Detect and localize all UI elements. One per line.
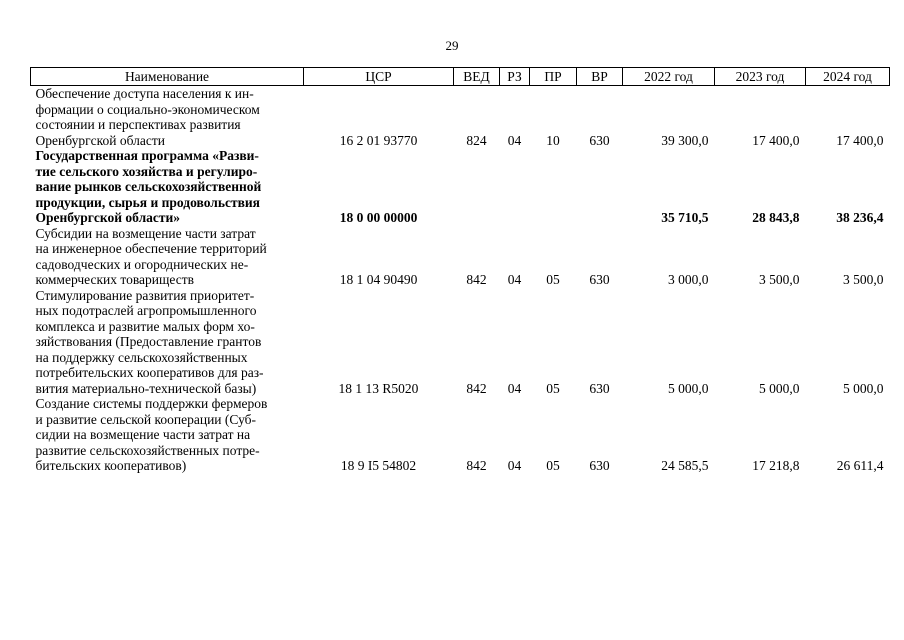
name-line: сидии на возмещение части затрат на — [35, 427, 251, 442]
name-line: состоянии и перспективах развития — [35, 117, 241, 132]
table-row — [31, 86, 890, 149]
ved-cell: 842 — [466, 458, 487, 473]
amount-2024-cell: 26 611,4 — [836, 458, 884, 473]
header-vr: ВР — [577, 68, 623, 86]
name-cell — [31, 288, 304, 397]
table-row — [31, 226, 890, 288]
pr-cell: 05 — [546, 272, 560, 287]
amount-2023-cell: 28 843,8 — [752, 210, 800, 225]
name-line: вития материально-технической базы) — [35, 380, 257, 396]
rz-cell: 04 — [507, 272, 522, 287]
name-cell — [31, 86, 304, 149]
amount-2023-cell: 17 400,0 — [752, 132, 800, 148]
amount-2023-cell: 17 218,8 — [752, 458, 800, 473]
amount-2023-cell: 3 500,0 — [759, 272, 800, 287]
amount-2024-cell: 3 500,0 — [843, 272, 884, 287]
header-rz: РЗ — [500, 68, 530, 86]
table-header-row — [31, 68, 890, 86]
header-csr: ЦСР — [304, 68, 454, 86]
budget-table — [30, 67, 890, 474]
table-body — [31, 86, 890, 474]
amount-2024-cell: 5 000,0 — [843, 380, 884, 396]
csr-cell: 18 1 04 90490 — [339, 272, 418, 287]
amount-2024-cell: 38 236,4 — [836, 210, 884, 225]
ved-cell: 842 — [466, 272, 487, 287]
name-line: бительских кооперативов) — [35, 458, 187, 473]
table-row — [31, 148, 890, 226]
header-pr: ПР — [530, 68, 577, 86]
name-line: Стимулирование развития приоритет- — [35, 287, 255, 303]
rz-cell: 04 — [507, 380, 522, 396]
amount-2022-cell: 3 000,0 — [668, 272, 709, 287]
amount-2022-cell: 39 300,0 — [661, 132, 709, 148]
header-2022: 2022 год — [623, 68, 715, 86]
pr-cell: 10 — [546, 132, 560, 148]
pr-cell: 05 — [546, 458, 560, 473]
csr-cell: 18 1 13 R5020 — [338, 380, 419, 396]
amount-2022-cell: 35 710,5 — [661, 210, 709, 225]
name-line: формации о социально-экономическом — [35, 101, 260, 117]
name-line: потребительских кооперативов для раз- — [35, 365, 264, 380]
name-cell — [31, 148, 304, 226]
header-2024: 2024 год — [806, 68, 890, 86]
header-2023: 2023 год — [715, 68, 806, 86]
name-line: развитие сельскохозяйственных потре- — [35, 442, 260, 458]
name-line: тие сельского хозяйства и регулиро- — [35, 163, 258, 179]
vr-cell: 630 — [589, 132, 610, 148]
name-cell — [31, 396, 304, 474]
page-number: 29 — [445, 38, 459, 53]
name-line: Обеспечение доступа населения к ин- — [35, 86, 254, 101]
name-line: ных подотраслей агропромышленного — [35, 303, 257, 318]
amount-2024-cell: 17 400,0 — [836, 132, 884, 148]
amount-2023-cell: 5 000,0 — [759, 380, 800, 396]
pr-cell — [530, 148, 577, 226]
amount-2022-cell: 24 585,5 — [661, 458, 709, 473]
name-line: продукции, сырья и продовольствия — [35, 194, 260, 210]
name-line: Государственная программа «Разви- — [35, 148, 259, 163]
name-line: Субсидии на возмещение части затрат — [35, 225, 256, 241]
ved-cell — [454, 148, 500, 226]
header-ved: ВЕД — [454, 68, 500, 86]
csr-cell: 16 2 01 93770 — [339, 132, 418, 148]
rz-cell — [500, 148, 530, 226]
name-cell — [31, 226, 304, 288]
name-line: на инженерное обеспечение территорий — [35, 241, 267, 256]
name-line: Оренбургской области — [35, 132, 165, 148]
rz-cell: 04 — [507, 458, 522, 473]
rz-cell: 04 — [507, 132, 522, 148]
csr-cell: 18 0 00 00000 — [339, 210, 418, 225]
pr-cell: 05 — [546, 380, 560, 396]
vr-cell: 630 — [589, 272, 610, 287]
ved-cell: 824 — [466, 132, 487, 148]
table-row — [31, 288, 890, 397]
csr-cell: 18 9 I5 54802 — [340, 458, 417, 473]
name-line: Оренбургской области» — [35, 210, 181, 225]
name-line: зяйствования (Предоставление грантов — [35, 334, 262, 349]
name-line: садоводческих и огороднических не- — [35, 256, 249, 272]
name-line: коммерческих товариществ — [35, 272, 194, 287]
name-line: вание рынков сельскохозяйственной — [35, 179, 262, 194]
amount-2022-cell: 5 000,0 — [668, 380, 709, 396]
name-line: Создание системы поддержки фермеров — [35, 396, 268, 411]
name-line: комплекса и развитие малых форм хо- — [35, 318, 255, 334]
vr-cell: 630 — [589, 380, 610, 396]
vr-cell — [577, 148, 623, 226]
header-name: Наименование — [31, 68, 304, 86]
name-line: и развитие сельской кооперации (Суб- — [35, 411, 257, 427]
ved-cell: 842 — [466, 380, 487, 396]
table-row — [31, 396, 890, 474]
vr-cell: 630 — [589, 458, 610, 473]
name-line: на поддержку сельскохозяйственных — [35, 349, 248, 365]
